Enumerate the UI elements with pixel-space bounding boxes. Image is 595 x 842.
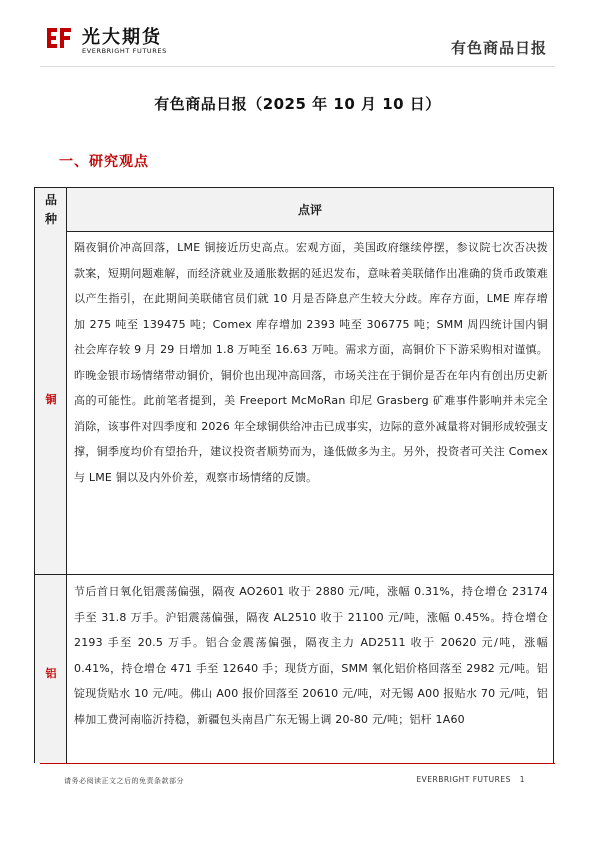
- header-divider: [40, 66, 555, 67]
- everbright-logo-icon: [44, 22, 74, 52]
- comment-text-copper: 隔夜铜价冲高回落，LME 铜接近历史高点。宏观方面，美国政府继续停摆，参议院七次否决拨款案，短期问题难解，而经济就业及通胀数据的延迟发布，意味着美联储作出准确的货币政策难以产生指引，在此期间美联储官员们就 10 月是否降息产生较大分歧。库存方面，LME 库存增加 275 吨至 139475 吨；Comex 库存增加 2393 吨至 306775 吨；SMM 周四统计国内铜社会库存较 9 月 29 日增加 1.8 万吨至 16.63 万吨。需求方面，高铜价下下游采购相对谨慎。昨晚金银市场情绪带动铜价，铜价也出现冲高回落，市场关注在于铜价是否在年内有创出历史新高的可能性。此前笔者提到，美 Freeport McMoRan 印尼 Grasberg 矿难事件影响并未完全消除，该事件对四季度和 2026 年全球铜供给冲击已成事实，边际的意外减量将对铜形成较强支撑，铜季度均价有望抬升，建议投资者顺势而为，逢低做多为主。另外，投资者可关注 Comex 与 LME 铜以及内外价差，观察市场情绪的反馈。: [74, 241, 548, 484]
- footer-brand-page: [416, 775, 525, 784]
- footer-disclaimer: 请务必阅读正文之后的免责条款部分: [64, 777, 184, 785]
- section-heading: 一、研究观点: [59, 154, 149, 170]
- header-cell-category: [35, 188, 67, 231]
- comment-text-aluminum: 节后首日氧化铝震荡偏强，隔夜 AO2601 收于 2880 元/吨，涨幅 0.31%，持仓增仓 23174 手至 31.8 万手。沪铝震荡偏强，隔夜 AL2510 收于 21100 元/吨，涨幅 0.45%。持仓增仓 2193 手至 20.5 万手。铝合金震荡偏强，隔夜主力 AD2511 收于 20620 元/吨，涨幅 0.41%，持仓增仓 471 手至 12640 手；现货方面，SMM 氧化铝价格回落至 2982 元/吨。铝锭现货贴水 10 元/吨。佛山 A00 报价回落至 20610 元/吨，对无锡 A00 报贴水 70 元/吨，铝棒加工费河南临沂持稳，新疆包头南昌广东无锡上调 20-80 元/吨；铝杆 1A60: [74, 585, 548, 726]
- comment-column-label: 点评: [297, 203, 322, 217]
- category-column-label: 品种: [44, 193, 57, 226]
- logo-english-name: EVERBRIGHT FUTURES: [82, 47, 167, 55]
- logo-chinese-name: 光大期货: [82, 27, 162, 48]
- company-logo: [44, 22, 214, 62]
- footer-brand: EVERBRIGHT FUTURES: [416, 775, 511, 784]
- table-row: [35, 575, 553, 763]
- page-number: 1: [519, 775, 525, 784]
- table-header: [35, 188, 553, 232]
- report-type-label: 有色商品日报: [450, 39, 547, 57]
- table-row: [35, 231, 553, 575]
- category-label-copper: 铜: [45, 393, 57, 406]
- page-header: [0, 0, 595, 72]
- document-title: 有色商品日报（2025 年 10 月 10 日）: [154, 95, 441, 113]
- category-cell: [35, 231, 67, 574]
- category-label-aluminum: 铝: [45, 667, 57, 680]
- category-cell: [35, 575, 67, 763]
- footer-divider: [40, 763, 555, 764]
- commentary-table: [34, 187, 554, 763]
